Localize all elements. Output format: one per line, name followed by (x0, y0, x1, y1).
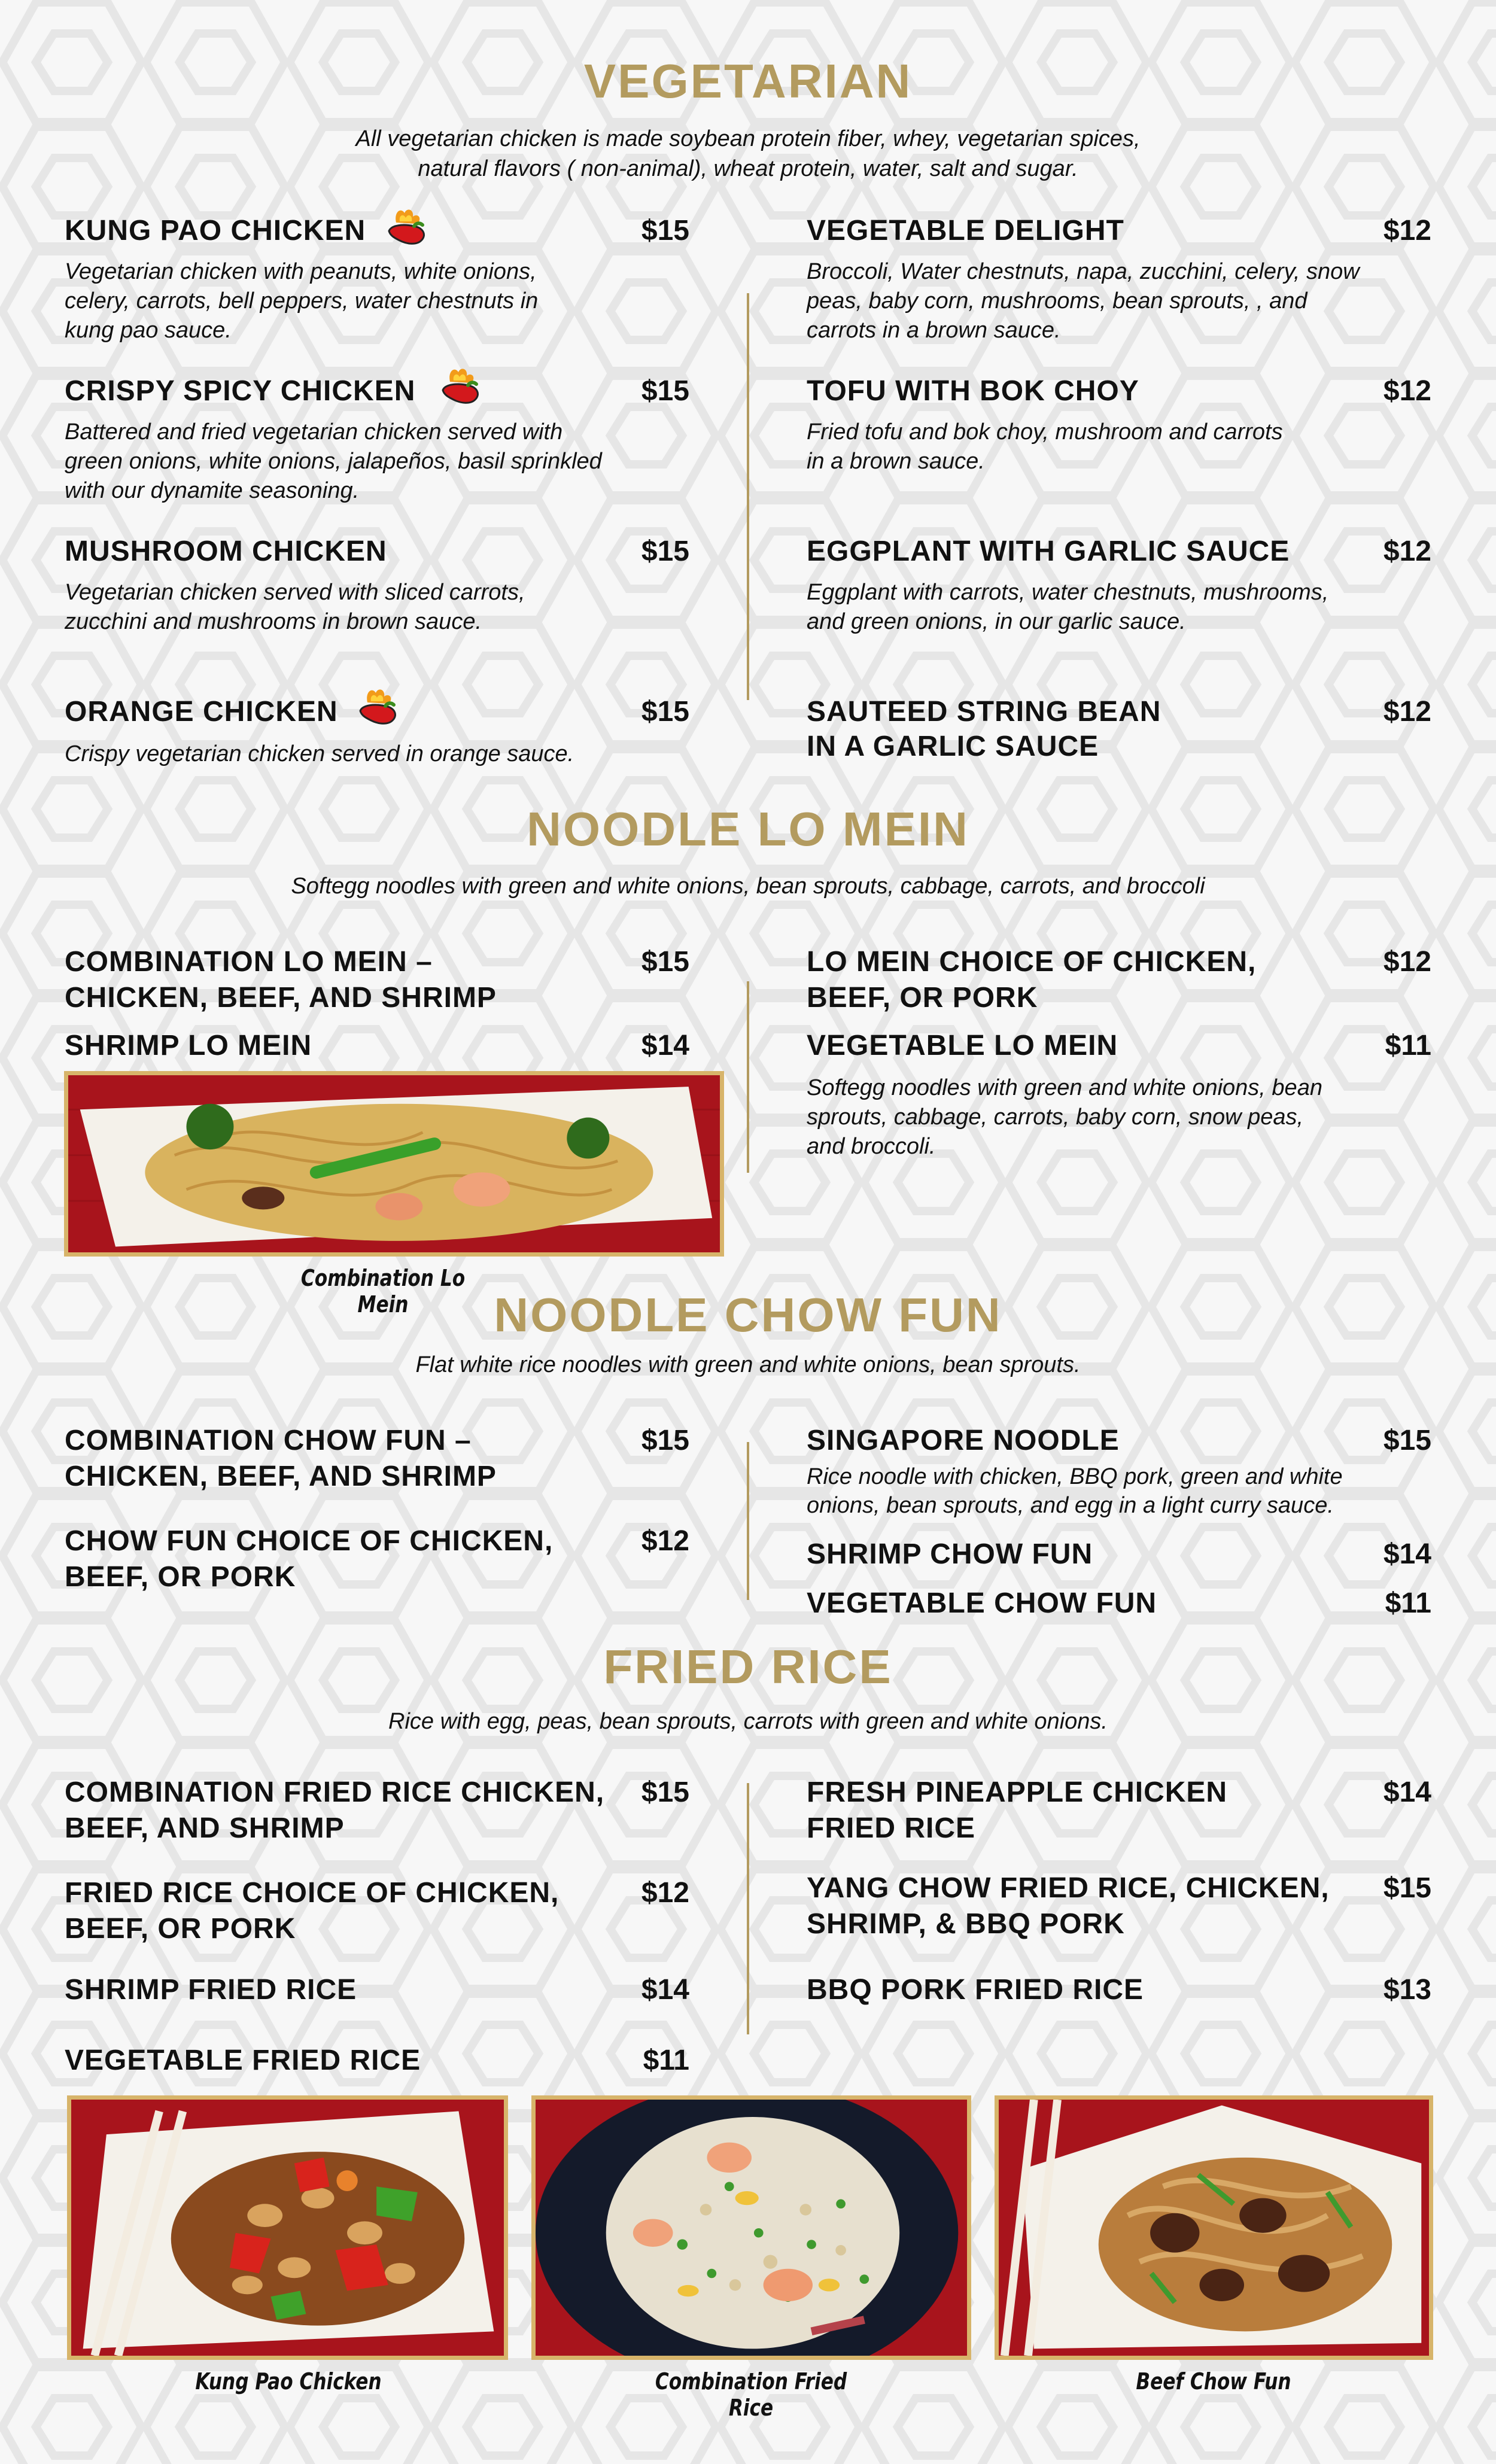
menu-item-name: BEEF, OR PORK (65, 1561, 296, 1593)
menu-item-desc-line: Softegg noodles with green and white onions, bean (807, 1075, 1322, 1100)
menu-item-name: TOFU WITH BOK CHOY (807, 375, 1139, 407)
menu-item-name: VEGETABLE DELIGHT (807, 215, 1124, 247)
kung-pao-chicken-photo (67, 2095, 508, 2360)
menu-item-desc-line: Crispy vegetarian chicken served in orange sauce. (65, 741, 574, 766)
menu-item-price: $15 (641, 1425, 689, 1456)
menu-item-price: $12 (1383, 946, 1431, 978)
menu-item-price: $12 (1383, 696, 1431, 728)
menu-item-name: CRISPY SPICY CHICKEN (65, 375, 416, 407)
menu-item-name: COMBINATION LO MEIN – (65, 946, 433, 978)
menu-item-name: COMBINATION FRIED RICE CHICKEN, (65, 1776, 605, 1808)
menu-item-price: $12 (1383, 536, 1431, 567)
menu-item-desc-line: green onions, white onions, jalapeños, basil sprinkled (65, 449, 602, 474)
menu-item-name: VEGETABLE FRIED RICE (65, 2045, 421, 2076)
menu-item-desc-line: Eggplant with carrots, water chestnuts, mushrooms, (807, 580, 1329, 605)
menu-item-desc-line: onions, bean sprouts, and egg in a light curry sauce. (807, 1493, 1334, 1518)
menu-item-name: FRIED RICE CHOICE OF CHICKEN, (65, 1877, 560, 1909)
menu-item-desc-line: and broccoli. (807, 1134, 936, 1159)
column-divider (747, 981, 749, 1173)
menu-item-desc-line: and green onions, in our garlic sauce. (807, 609, 1186, 634)
menu-item-price: $13 (1383, 1974, 1431, 2006)
vegetarian-title: VEGETARIAN (583, 54, 913, 108)
menu-item-name: EGGPLANT WITH GARLIC SAUCE (807, 536, 1290, 567)
menu-item-desc-line: zucchini and mushrooms in brown sauce. (65, 609, 482, 634)
menu-item-price: $12 (1383, 375, 1431, 407)
chili-pepper-icon (437, 364, 485, 412)
menu-item-desc-line: in a brown sauce. (807, 449, 985, 474)
menu-item-name: SHRIMP FRIED RICE (65, 1974, 357, 2006)
menu-item-price: $15 (641, 1776, 689, 1808)
menu-item-name: SHRIMP LO MEIN (65, 1030, 312, 1061)
menu-item-price: $12 (1383, 215, 1431, 247)
menu-item-price: $11 (1385, 1030, 1431, 1061)
menu-item-price: $15 (1383, 1872, 1431, 1904)
menu-item-name: BEEF, AND SHRIMP (65, 1812, 345, 1844)
menu-item-desc-line: carrots in a brown sauce. (807, 318, 1061, 343)
chow-fun-subtitle: Flat white rice noodles with green and white onions, bean sprouts. (415, 1352, 1081, 1377)
menu-item-name: SHRIMP, & BBQ PORK (807, 1908, 1125, 1940)
menu-item-name: BEEF, OR PORK (65, 1913, 296, 1945)
menu-item-price: $15 (641, 696, 689, 728)
column-divider (747, 293, 749, 700)
menu-item-name: SINGAPORE NOODLE (807, 1425, 1120, 1456)
menu-item-desc-line: Vegetarian chicken with peanuts, white onions, (65, 259, 537, 284)
menu-item-name: CHICKEN, BEEF, AND SHRIMP (65, 982, 497, 1014)
menu-item-desc-line: peas, baby corn, mushrooms, bean sprouts, , and (807, 288, 1308, 314)
combination-lo-mein-photo (64, 1071, 724, 1257)
menu-item-desc-line: Rice noodle with chicken, BBQ pork, green and white (807, 1464, 1343, 1489)
menu-item-desc-line: Broccoli, Water chestnuts, napa, zucchini, celery, snow (807, 259, 1360, 284)
menu-item-price: $12 (641, 1877, 689, 1909)
menu-item-price: $15 (1383, 1425, 1431, 1456)
menu-item-name: SHRIMP CHOW FUN (807, 1538, 1093, 1570)
menu-item-price: $14 (641, 1974, 689, 2006)
menu-item-price: $11 (1385, 1587, 1431, 1619)
menu-item-name: FRIED RICE (807, 1812, 976, 1844)
fried-rice-title: FRIED RICE (603, 1640, 893, 1693)
menu-item-price: $15 (641, 946, 689, 978)
menu-item-desc-line: with our dynamite seasoning. (65, 478, 360, 503)
column-divider (747, 1783, 749, 2034)
menu-item-name: BBQ PORK FRIED RICE (807, 1974, 1144, 2006)
photo-caption: Kung Pao Chicken (195, 2368, 382, 2395)
menu-item-name: ORANGE CHICKEN (65, 696, 338, 728)
menu-item-price: $14 (641, 1030, 689, 1061)
chili-pepper-icon (354, 685, 402, 732)
menu-item-name: COMBINATION CHOW FUN – (65, 1425, 472, 1456)
menu-item-desc-line: kung pao sauce. (65, 318, 232, 343)
chili-pepper-icon (383, 205, 431, 253)
lo-mein-title: NOODLE LO MEIN (527, 802, 969, 856)
menu-item-name: CHICKEN, BEEF, AND SHRIMP (65, 1461, 497, 1492)
menu-item-price: $14 (1383, 1538, 1431, 1570)
menu-item-name: IN A GARLIC SAUCE (807, 731, 1099, 762)
menu-item-name: VEGETABLE LO MEIN (807, 1030, 1118, 1061)
menu-item-name: SAUTEED STRING BEAN (807, 696, 1161, 728)
combination-fried-rice-photo (531, 2095, 971, 2360)
menu-item-name: VEGETABLE CHOW FUN (807, 1587, 1157, 1619)
vegetarian-subtitle-line2: natural flavors ( non-animal), wheat protein, water, salt and sugar. (418, 156, 1078, 181)
fried-rice-subtitle: Rice with egg, peas, bean sprouts, carrots with green and white onions. (388, 1709, 1108, 1734)
menu-item-desc-line: Battered and fried vegetarian chicken served with (65, 419, 563, 445)
lo-mein-subtitle: Softegg noodles with green and white onions, bean sprouts, cabbage, carrots, and broccoli (291, 874, 1205, 899)
menu-item-price: $15 (641, 536, 689, 567)
menu-item-price: $12 (641, 1525, 689, 1557)
menu-item-price: $15 (641, 215, 689, 247)
menu-item-name: MUSHROOM CHICKEN (65, 536, 387, 567)
photo-caption: Beef Chow Fun (1136, 2368, 1291, 2395)
photo-caption: Combination Lo Mein (300, 1265, 466, 1318)
menu-item-desc-line: Vegetarian chicken served with sliced carrots, (65, 580, 525, 605)
photo-caption: Combination Fried Rice (655, 2368, 847, 2421)
chow-fun-title: NOODLE CHOW FUN (494, 1288, 1002, 1341)
menu-item-desc-line: celery, carrots, bell peppers, water chestnuts in (65, 288, 539, 314)
menu-item-name: KUNG PAO CHICKEN (65, 215, 366, 247)
menu-item-name: YANG CHOW FRIED RICE, CHICKEN, (807, 1872, 1330, 1904)
menu-item-name: CHOW FUN CHOICE OF CHICKEN, (65, 1525, 554, 1557)
menu-item-name: FRESH PINEAPPLE CHICKEN (807, 1776, 1228, 1808)
column-divider (747, 1442, 749, 1600)
menu-item-name: LO MEIN CHOICE OF CHICKEN, (807, 946, 1257, 978)
vegetarian-subtitle-line1: All vegetarian chicken is made soybean protein fiber, whey, vegetarian spices, (355, 126, 1141, 151)
menu-item-price: $15 (641, 375, 689, 407)
menu-item-name: BEEF, OR PORK (807, 982, 1038, 1014)
beef-chow-fun-photo (995, 2095, 1433, 2360)
menu-item-desc-line: Fried tofu and bok choy, mushroom and carrots (807, 419, 1283, 445)
menu-item-price: $14 (1383, 1776, 1431, 1808)
menu-item-price: $11 (643, 2045, 689, 2076)
menu-item-desc-line: sprouts, cabbage, carrots, baby corn, snow peas, (807, 1105, 1304, 1130)
